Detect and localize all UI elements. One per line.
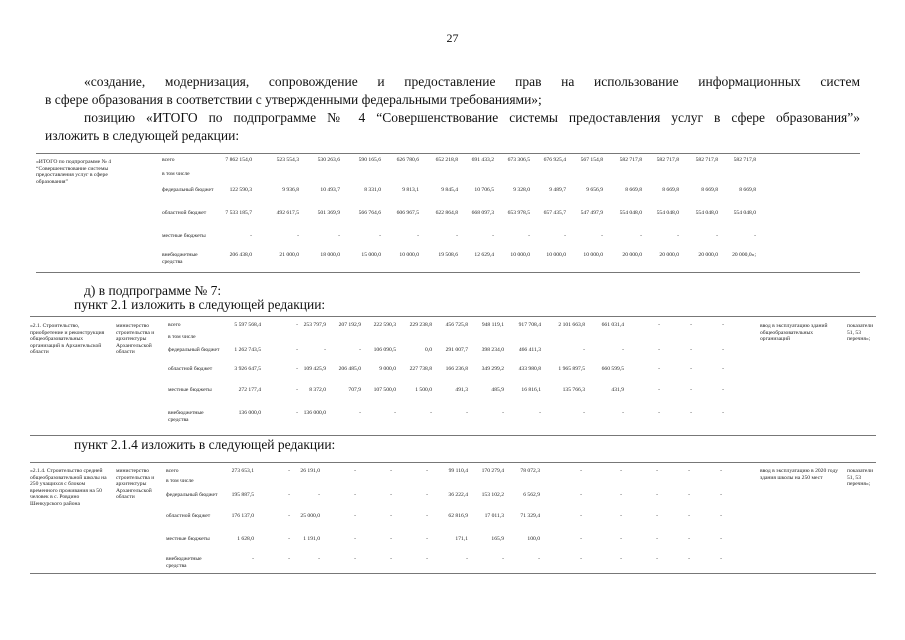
table-cell: 554 048,0 — [656, 210, 679, 216]
table-cell: - — [583, 410, 585, 416]
table-cell: - — [720, 536, 722, 542]
row-label: в том числе — [162, 171, 190, 177]
table-cell: - — [656, 492, 658, 498]
table-cell: 676 925,4 — [543, 157, 566, 163]
table-cell: 8 331,0 — [364, 187, 381, 193]
table-name-cell: «2.1. Строительство, приобретение и реконструкция общеобразовательных организаций в Архангельской области — [30, 323, 105, 356]
table-cell: 8 669,8 — [662, 187, 679, 193]
table-cell: 622 864,8 — [435, 210, 458, 216]
table-cell: 1 500,0 — [415, 387, 432, 393]
row-label: всего — [166, 468, 179, 474]
row-label: местные бюджеты — [168, 387, 212, 393]
table-cell: - — [622, 347, 624, 353]
table-cell: - — [250, 233, 252, 239]
heading-item-2-1-4: пункт 2.1.4 изложить в следующей редакции: — [74, 437, 336, 452]
result-cell: ввод в эксплуатацию зданий общеобразовательных организаций — [760, 323, 828, 343]
table-cell: 20 000,0 — [698, 252, 718, 258]
table-cell: 9 489,7 — [549, 187, 566, 193]
table-cell: - — [538, 556, 540, 562]
table-cell: 433 980,8 — [518, 366, 541, 372]
row-label: федеральный бюджет — [168, 347, 220, 353]
table-cell: 17 011,3 — [484, 513, 504, 519]
table-cell: 100,0 — [527, 536, 540, 542]
table-cell: 25 000,0 — [300, 513, 320, 519]
table-cell: - — [658, 322, 660, 328]
table-cell: 652 218,8 — [435, 157, 458, 163]
row-label: всего — [168, 322, 181, 328]
row-label: внебюджетные средства — [162, 252, 198, 265]
table-cell: - — [620, 536, 622, 542]
table-cell: - — [296, 410, 298, 416]
table-cell: - — [754, 233, 756, 239]
table-cell: - — [722, 387, 724, 393]
table-cell: 195 887,5 — [231, 492, 254, 498]
table-cell: 349 299,2 — [481, 366, 504, 372]
table-cell: - — [656, 536, 658, 542]
table-cell: 7 862 154,0 — [225, 157, 252, 163]
executor-cell: министерство строительства и архитектуры Архангельской области — [116, 323, 155, 356]
table-cell: - — [580, 492, 582, 498]
table-cell: - — [430, 410, 432, 416]
table-cell: 2 101 663,8 — [558, 322, 585, 328]
table-cell: - — [690, 410, 692, 416]
row-label: всего — [162, 157, 175, 163]
table-cell: - — [390, 536, 392, 542]
table-cell: 10 000,0 — [510, 252, 530, 258]
table-cell: 9 656,9 — [586, 187, 603, 193]
table-cell: - — [620, 468, 622, 474]
table-cell: 0,0 — [425, 347, 432, 353]
table-cell: - — [338, 233, 340, 239]
table-cell: - — [688, 536, 690, 542]
item-2-1-4-table — [30, 462, 876, 574]
table-cell: 170 279,4 — [481, 468, 504, 474]
table-cell: - — [722, 347, 724, 353]
table-cell: - — [580, 468, 582, 474]
table-cell: 291 007,7 — [445, 347, 468, 353]
table-cell: - — [720, 468, 722, 474]
table-cell: - — [720, 556, 722, 562]
table-cell: - — [296, 366, 298, 372]
table-cell: 501 369,9 — [317, 210, 340, 216]
table-cell: 273 653,1 — [231, 468, 254, 474]
executor-cell: министерство строительства и архитектуры Архангельской области — [116, 468, 155, 501]
table-cell: 523 554,3 — [276, 157, 299, 163]
table-cell: - — [539, 410, 541, 416]
table-cell: 3 926 647,5 — [234, 366, 261, 372]
table-cell: 20 000,0 — [622, 252, 642, 258]
table-cell: 707,9 — [348, 387, 361, 393]
table-cell: 165,9 — [491, 536, 504, 542]
table-cell: 492 617,5 — [276, 210, 299, 216]
table-cell: 456 725,8 — [445, 322, 468, 328]
table-cell: - — [656, 556, 658, 562]
table-cell: 206 438,0 — [229, 252, 252, 258]
table-cell: - — [620, 513, 622, 519]
indicator-link-cell: показатели 51, 53 перечня»; — [847, 468, 874, 488]
result-cell: ввод в эксплуатацию в 2020 году здания школы на 250 мест — [760, 468, 839, 481]
table-cell: - — [722, 410, 724, 416]
table-cell: 99 110,4 — [448, 468, 468, 474]
table-cell: - — [359, 410, 361, 416]
table-cell: 10 706,5 — [474, 187, 494, 193]
table-cell: 78 072,3 — [520, 468, 540, 474]
table-cell: - — [492, 233, 494, 239]
table-cell: - — [466, 556, 468, 562]
table-cell: - — [620, 556, 622, 562]
table-cell: - — [502, 410, 504, 416]
table-cell: - — [580, 556, 582, 562]
subprogram-4-total-table — [36, 153, 860, 273]
table-cell: - — [720, 492, 722, 498]
table-cell: 5 597 568,4 — [234, 322, 261, 328]
page-number: 27 — [446, 31, 459, 45]
row-label: внебюджетные средства — [168, 410, 204, 423]
table-cell: - — [688, 492, 690, 498]
table-cell: - — [354, 556, 356, 562]
table-cell: - — [688, 513, 690, 519]
table-cell: 917 708,4 — [518, 322, 541, 328]
table-cell: 1 262 743,5 — [234, 347, 261, 353]
indicator-link-cell: показатели 51, 53 перечня»; — [847, 323, 874, 343]
table-cell: - — [656, 468, 658, 474]
intro-line-4: изложить в следующей редакции: — [45, 128, 240, 143]
table-cell: - — [390, 556, 392, 562]
table-cell: 431,9 — [611, 387, 624, 393]
table-cell: 653 978,5 — [507, 210, 530, 216]
table-cell: - — [690, 322, 692, 328]
table-cell: - — [354, 468, 356, 474]
table-cell: 691 433,2 — [471, 157, 494, 163]
row-label: областной бюджет — [162, 210, 207, 216]
table-cell: - — [296, 387, 298, 393]
table-cell: 566 764,6 — [358, 210, 381, 216]
table-cell: 12 629,4 — [474, 252, 494, 258]
row-label: внебюджетные средства — [166, 556, 202, 569]
table-cell: 71 329,4 — [520, 513, 540, 519]
table-cell: - — [622, 410, 624, 416]
table-cell: 10 000,0 — [583, 252, 603, 258]
table-cell: 227 738,8 — [409, 366, 432, 372]
table-cell: - — [288, 492, 290, 498]
table-cell: - — [690, 347, 692, 353]
table-cell: 582 717,8 — [619, 157, 642, 163]
table-cell: 1 191,0 — [303, 536, 320, 542]
table-cell: 554 048,0 — [619, 210, 642, 216]
table-cell: 15 000,0 — [361, 252, 381, 258]
table-cell: - — [354, 492, 356, 498]
table-cell: - — [466, 410, 468, 416]
table-cell: 657 435,7 — [543, 210, 566, 216]
table-cell: 107 500,0 — [373, 387, 396, 393]
table-cell: 20 000,0 — [659, 252, 679, 258]
table-cell: - — [288, 468, 290, 474]
table-cell: 582 717,8 — [656, 157, 679, 163]
table-cell: 9 845,4 — [441, 187, 458, 193]
table-cell: 272 177,4 — [238, 387, 261, 393]
table-cell: 10 000,0 — [399, 252, 419, 258]
table-cell: 135 766,3 — [562, 387, 585, 393]
table-cell: - — [394, 410, 396, 416]
row-label: областной бюджет — [166, 513, 211, 519]
table-cell: - — [658, 347, 660, 353]
table-cell: 20 000,0»; — [732, 252, 756, 258]
table-cell: - — [720, 513, 722, 519]
table-cell: 7 533 185,7 — [225, 210, 252, 216]
table-cell: 491,3 — [455, 387, 468, 393]
table-cell: - — [620, 492, 622, 498]
table-cell: 626 780,6 — [396, 157, 419, 163]
table-cell: 485,9 — [491, 387, 504, 393]
table-cell: - — [722, 366, 724, 372]
table-cell: - — [324, 347, 326, 353]
table-cell: 567 154,8 — [580, 157, 603, 163]
table-name-cell: «ИТОГО по подпрограмме № 4 “Совершенствование системы предоставления услуг в сфере образования” — [36, 159, 112, 185]
row-label: в том числе — [168, 334, 196, 340]
table-cell: - — [390, 492, 392, 498]
table-cell: - — [426, 468, 428, 474]
table-cell: - — [716, 233, 718, 239]
table-cell: - — [656, 513, 658, 519]
table-cell: - — [580, 513, 582, 519]
table-cell: 136 000,0 — [303, 410, 326, 416]
intro-line-3: позицию «ИТОГО по подпрограмме № 4 “Совершенствование системы предоставления услуг в сфере образования”» — [84, 110, 860, 125]
table-cell: - — [528, 233, 530, 239]
table-cell: 229 238,8 — [409, 322, 432, 328]
table-cell: - — [677, 233, 679, 239]
table-cell: - — [456, 233, 458, 239]
table-cell: 16 816,1 — [521, 387, 541, 393]
item-2-1-table — [30, 316, 876, 436]
table-cell: 10 000,0 — [546, 252, 566, 258]
table-cell: 661 031,4 — [601, 322, 624, 328]
table-cell: 62 816,9 — [448, 513, 468, 519]
table-cell: - — [688, 468, 690, 474]
table-cell: - — [658, 387, 660, 393]
table-cell: 153 102,2 — [481, 492, 504, 498]
row-label: федеральный бюджет — [166, 492, 218, 498]
table-cell: 8 669,8 — [625, 187, 642, 193]
heading-item-2-1: пункт 2.1 изложить в следующей редакции: — [74, 297, 326, 312]
row-label: местные бюджеты — [162, 233, 206, 239]
intro-line-2: в сфере образования в соответствии с утвержденными федеральными требованиями»; — [45, 92, 542, 107]
table-cell: 398 234,0 — [481, 347, 504, 353]
table-cell: - — [296, 347, 298, 353]
table-cell: 1 965 897,5 — [558, 366, 585, 372]
table-cell: 668 097,3 — [471, 210, 494, 216]
table-cell: - — [296, 322, 298, 328]
table-cell: 9 813,1 — [402, 187, 419, 193]
table-name-cell: «2.1.4. Строительство средней общеобразовательной школы на 250 учащихся с блоком временного проживания на 50 человек в с. Ровдино Шенкурского района — [30, 468, 107, 507]
table-cell: - — [288, 556, 290, 562]
table-cell: - — [722, 322, 724, 328]
table-cell: 582 717,8 — [695, 157, 718, 163]
table-cell: 18 000,0 — [320, 252, 340, 258]
row-label: местные бюджеты — [166, 536, 210, 542]
table-cell: - — [252, 556, 254, 562]
table-cell: 948 119,1 — [481, 322, 504, 328]
table-cell: - — [658, 366, 660, 372]
table-cell: 171,1 — [455, 536, 468, 542]
table-cell: - — [640, 233, 642, 239]
table-cell: - — [318, 556, 320, 562]
table-cell: 554 048,0 — [733, 210, 756, 216]
table-cell: 109 425,9 — [303, 366, 326, 372]
table-cell: 9 000,0 — [379, 366, 396, 372]
table-cell: 554 048,0 — [695, 210, 718, 216]
table-cell: 206 485,0 — [338, 366, 361, 372]
table-cell: - — [690, 387, 692, 393]
row-label: федеральный бюджет — [162, 187, 214, 193]
table-cell: - — [390, 513, 392, 519]
intro-line-1: «создание, модернизация, сопровождение и предоставление прав на использование информационных систем — [84, 74, 860, 89]
table-cell: 106 090,5 — [373, 347, 396, 353]
table-cell: 253 797,9 — [303, 322, 326, 328]
table-cell: - — [359, 347, 361, 353]
table-cell: 8 669,8 — [701, 187, 718, 193]
row-label: в том числе — [166, 478, 194, 484]
table-cell: 222 590,3 — [373, 322, 396, 328]
table-cell: - — [601, 233, 603, 239]
table-cell: 176 137,0 — [231, 513, 254, 519]
table-cell: - — [690, 366, 692, 372]
table-cell: - — [297, 233, 299, 239]
table-cell: - — [502, 556, 504, 562]
table-cell: - — [426, 556, 428, 562]
table-cell: 166 236,8 — [445, 366, 468, 372]
table-cell: 606 967,5 — [396, 210, 419, 216]
table-cell: 9 328,0 — [513, 187, 530, 193]
table-cell: - — [580, 536, 582, 542]
table-cell: - — [354, 536, 356, 542]
row-label: областной бюджет — [168, 366, 213, 372]
table-cell: - — [658, 410, 660, 416]
table-cell: 466 411,3 — [518, 347, 541, 353]
table-cell: 36 222,4 — [448, 492, 468, 498]
table-cell: - — [288, 513, 290, 519]
table-cell: - — [390, 468, 392, 474]
table-cell: 207 192,9 — [338, 322, 361, 328]
table-cell: 660 599,5 — [601, 366, 624, 372]
table-cell: 8 669,8 — [739, 187, 756, 193]
table-cell: - — [354, 513, 356, 519]
table-cell: 19 508,6 — [438, 252, 458, 258]
table-cell: 590 165,6 — [358, 157, 381, 163]
table-cell: 8 372,0 — [309, 387, 326, 393]
table-cell: 673 306,5 — [507, 157, 530, 163]
table-cell: 21 000,0 — [279, 252, 299, 258]
table-cell: 547 497,9 — [580, 210, 603, 216]
table-cell: - — [426, 513, 428, 519]
table-cell: 1 628,0 — [237, 536, 254, 542]
table-cell: - — [564, 233, 566, 239]
table-cell: 136 000,0 — [238, 410, 261, 416]
table-cell: 6 562,9 — [523, 492, 540, 498]
table-cell: - — [379, 233, 381, 239]
table-cell: - — [417, 233, 419, 239]
table-cell: - — [426, 536, 428, 542]
table-cell: - — [426, 492, 428, 498]
table-cell: 530 263,6 — [317, 157, 340, 163]
table-cell: 122 590,3 — [229, 187, 252, 193]
table-cell: 582 717,8 — [733, 157, 756, 163]
table-cell: 26 191,0 — [300, 468, 320, 474]
table-cell: 9 936,8 — [282, 187, 299, 193]
table-cell: 10 493,7 — [320, 187, 340, 193]
table-cell: - — [288, 536, 290, 542]
table-cell: - — [318, 492, 320, 498]
table-cell: - — [583, 347, 585, 353]
heading-subprogram-7: д) в подпрограмме № 7: — [84, 283, 222, 298]
table-cell: - — [688, 556, 690, 562]
